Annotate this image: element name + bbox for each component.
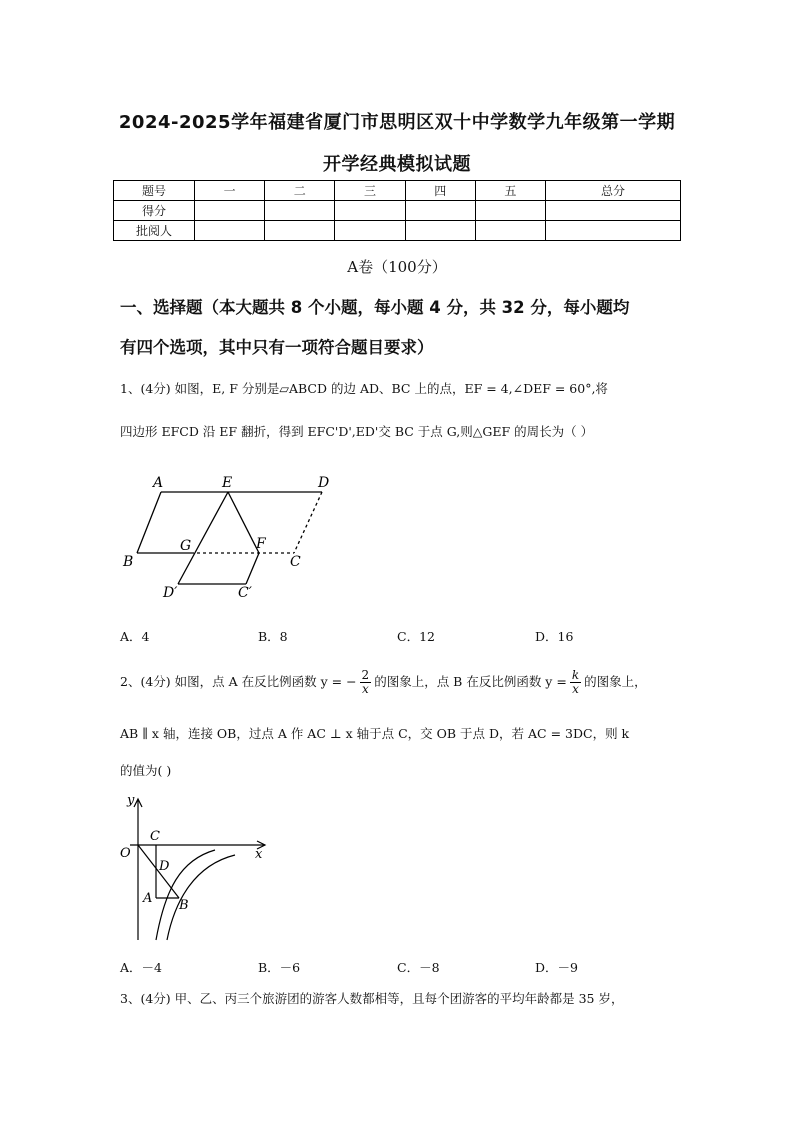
q1-text-line1: 1、(4分) 如图，E, F 分别是▱ABCD 的边 AD、BC 上的点，EF = 4,∠DEF = 60°,将 — [120, 381, 608, 396]
q2-line1-part-c: 的图象上， — [584, 674, 647, 689]
label-c: C — [290, 554, 301, 570]
score-cell — [265, 201, 335, 221]
exam-title-line1: 2024-2025学年福建省厦门市思明区双十中学数学九年级第一学期 — [118, 112, 676, 133]
score-row-label: 得分 — [114, 201, 195, 221]
q2-fraction-2-numerator: k — [571, 667, 580, 682]
label-y: y — [127, 793, 135, 808]
score-header-cell: 四 — [405, 181, 475, 201]
score-cell — [475, 221, 545, 241]
score-row-label: 批阅人 — [114, 221, 195, 241]
label-d-prime: D′ — [163, 585, 178, 601]
q1-parallelogram-figure — [118, 470, 348, 605]
label-g: G — [180, 538, 192, 554]
q2-fraction-2 — [570, 669, 581, 696]
label-c: C — [150, 829, 160, 844]
exam-title-line2: 开学经典模拟试题 — [323, 154, 471, 175]
label-b: B — [179, 898, 189, 913]
q2-option-d[interactable]: D．－9 — [535, 960, 578, 975]
label-x: x — [255, 847, 263, 862]
label-d: D — [318, 475, 330, 491]
label-a: A — [143, 891, 153, 906]
q1-text-line2: 四边形 EFCD 沿 EF 翻折，得到 EFC'D',ED'交 BC 于点 G,则△GEF 的周长为（ ） — [120, 424, 594, 439]
label-a: A — [153, 475, 164, 491]
part1-heading-line2: 有四个选项，其中只有一项符合题目要求） — [120, 338, 434, 357]
q2-fraction-1-denominator: x — [361, 681, 369, 696]
segment-ab — [137, 492, 161, 553]
section-a-heading: A卷（100分） — [347, 258, 447, 276]
segment-c-prime-f — [246, 553, 259, 584]
q2-options — [120, 958, 640, 974]
label-c-prime: C′ — [238, 585, 252, 601]
score-cell — [405, 221, 475, 241]
score-cell — [546, 221, 681, 241]
score-table-row — [114, 201, 681, 221]
label-b: B — [123, 554, 134, 570]
score-table-header-row — [114, 181, 681, 201]
score-cell — [335, 201, 405, 221]
part1-heading-line1: 一、选择题（本大题共 8 个小题，每小题 4 分，共 32 分，每小题均 — [120, 298, 630, 317]
label-e: E — [222, 475, 233, 491]
score-header-cell: 五 — [475, 181, 545, 201]
score-table — [113, 180, 681, 241]
q2-fraction-1-numerator: 2 — [361, 667, 370, 682]
q2-coordinate-figure — [115, 790, 275, 945]
label-d: D — [159, 859, 170, 874]
q2-fraction-1 — [360, 669, 372, 696]
score-header-cell: 三 — [335, 181, 405, 201]
label-f: F — [256, 536, 266, 552]
score-header-cell: 题号 — [114, 181, 195, 201]
score-header-cell: 一 — [195, 181, 265, 201]
q2-line1-part-a: 2、(4分) 如图，点 A 在反比例函数 y = − — [120, 674, 357, 689]
q2-line1-part-b: 的图象上，点 B 在反比例函数 y = — [374, 674, 567, 689]
q2-fraction-2-denominator: x — [572, 681, 579, 696]
score-cell — [405, 201, 475, 221]
q1-option-a[interactable]: A．4 — [120, 629, 150, 644]
q2-text-line1 — [120, 665, 690, 699]
q2-option-a[interactable]: A．－4 — [120, 960, 162, 975]
q1-option-c[interactable]: C．12 — [397, 629, 435, 644]
q2-option-c[interactable]: C．－8 — [397, 960, 440, 975]
score-table-row — [114, 221, 681, 241]
q2-option-b[interactable]: B．－6 — [258, 960, 301, 975]
q1-options — [120, 627, 640, 643]
score-cell — [546, 201, 681, 221]
segment-ef — [228, 492, 259, 553]
score-cell — [265, 221, 335, 241]
q2-text-line2: AB ∥ x 轴，连接 OB，过点 A 作 AC ⊥ x 轴于点 C，交 OB 于点 D，若 AC = 3DC，则 k — [120, 726, 630, 741]
label-o: O — [120, 846, 131, 861]
q2-text-line3: 的值为( ) — [120, 763, 172, 778]
score-header-cell: 总分 — [546, 181, 681, 201]
segment-dc-dashed — [294, 492, 322, 553]
score-header-cell: 二 — [265, 181, 335, 201]
score-cell — [335, 221, 405, 241]
score-cell — [195, 201, 265, 221]
q1-option-d[interactable]: D．16 — [535, 629, 574, 644]
score-cell — [195, 221, 265, 241]
q1-option-b[interactable]: B．8 — [258, 629, 288, 644]
q3-text-line1: 3、(4分) 甲、乙、丙三个旅游团的游客人数都相等，且每个团游客的平均年龄都是 35 岁， — [120, 991, 624, 1006]
score-cell — [475, 201, 545, 221]
